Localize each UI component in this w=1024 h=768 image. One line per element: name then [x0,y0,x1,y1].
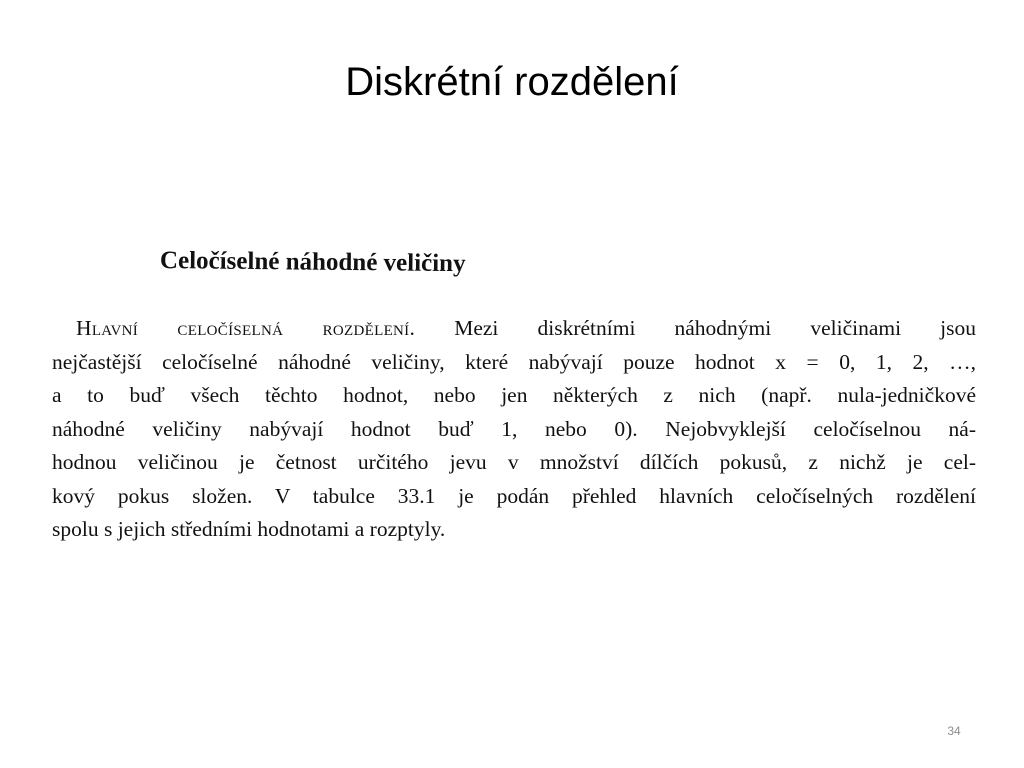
paragraph-lead-in: Hlavní celočíselná rozdělení. [76,316,416,340]
paragraph-line-text: Mezi diskrétními náhodnými veličinami jsou [454,316,977,340]
paragraph-line: a to buď všech těchto hodnot, nebo jen některých z nich (např. nula-jedničkové [52,383,976,407]
paragraph-line: kový pokus složen. V tabulce 33.1 je podán přehled hlavních celočíselných rozdělení [52,483,976,508]
paragraph-line: náhodné veličiny nabývají hodnot buď 1, nebo 0). Nejobvyklejší celočíselnou ná- [52,416,976,441]
scanned-text-excerpt [48,236,978,556]
paragraph-line [52,312,976,346]
page-number: 34 [947,724,961,738]
section-heading: Celočíselné náhodné veličiny [159,247,466,278]
paragraph-line: spolu s jejich středními hodnotami a rozptyly. [52,517,446,541]
slide-title: Diskrétní rozdělení [345,60,679,104]
paragraph-line: nejčastější celočíselné náhodné veličiny, které nabývají pouze hodnot x = 0, 1, 2, …, [52,349,976,374]
body-paragraph [52,312,976,547]
paragraph-line: hodnou veličinou je četnost určitého jevu v množství dílčích pokusů, z nichž je cel- [52,450,976,474]
